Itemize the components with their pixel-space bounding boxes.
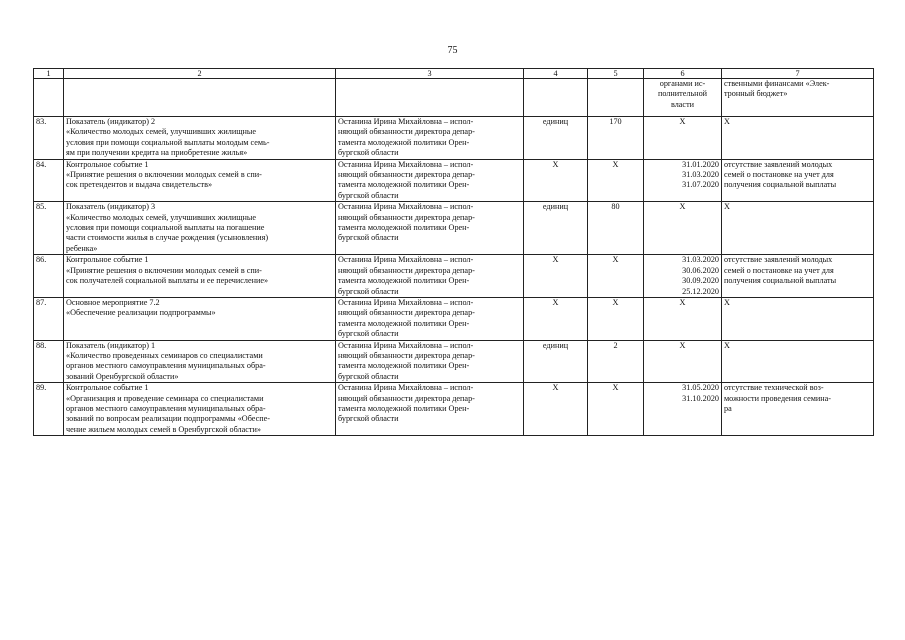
row-number: 83. (34, 117, 64, 160)
column-number: 5 (588, 69, 644, 79)
row-value: X (588, 383, 644, 436)
row-responsible-line: Останина Ирина Михайловна – испол- (338, 297, 474, 307)
empty-cell (336, 79, 524, 117)
row-description (64, 117, 336, 160)
row-responsible-line: Останина Ирина Михайловна – испол- (338, 340, 474, 350)
column-number: 2 (64, 69, 336, 79)
row-note (722, 159, 874, 202)
row-value: X (588, 159, 644, 202)
header-text: тронный бюджет» (724, 89, 788, 99)
empty-cell (588, 79, 644, 117)
row-responsible-line: Останина Ирина Михайловна – испол- (338, 159, 474, 169)
program-table (33, 68, 874, 436)
row-description-line: «Количество молодых семей, улучшивших жилищные (66, 127, 257, 137)
row-number: 89. (34, 383, 64, 436)
row-value: X (588, 297, 644, 340)
row-description-line: ям при получении кредита на приобретение жилья» (66, 148, 248, 158)
row-description-line: ребенка» (66, 243, 98, 253)
row-note-line: ра (724, 403, 732, 413)
row-dates (644, 117, 722, 160)
row-responsible-line: тамента молодежной политики Орен- (338, 180, 470, 190)
row-responsible-line: няющий обязанности директора депар- (338, 350, 475, 360)
row-description-line: «Количество проведенных семинаров со специалистами (66, 350, 263, 360)
row-number: 86. (34, 255, 64, 298)
row-responsible (336, 117, 524, 160)
row-dates-line: 31.05.2020 (682, 383, 719, 393)
row-description-line: условия при помощи социальной выплаты молодым семь- (66, 137, 270, 147)
table-row (34, 117, 874, 160)
row-responsible-line: бургской области (338, 233, 399, 243)
row-note-line: отсутствие заявлений молодых (724, 159, 833, 169)
column-number: 6 (644, 69, 722, 79)
row-unit: единиц (524, 340, 588, 383)
row-dates (644, 297, 722, 340)
row-dates (644, 383, 722, 436)
row-dates (644, 255, 722, 298)
row-responsible-line: Останина Ирина Михайловна – испол- (338, 383, 474, 393)
row-description-line: «Принятие решения о включении молодых семей в спи- (66, 265, 262, 275)
row-note-line: X (724, 202, 730, 212)
column-number: 4 (524, 69, 588, 79)
column-number: 3 (336, 69, 524, 79)
empty-cell (64, 79, 336, 117)
table-row (34, 159, 874, 202)
row-responsible (336, 202, 524, 255)
row-responsible-line: тамента молодежной политики Орен- (338, 276, 470, 286)
row-dates (644, 340, 722, 383)
row-value: 80 (588, 202, 644, 255)
row-description-line: зований Оренбургской области» (66, 371, 179, 381)
row-number: 87. (34, 297, 64, 340)
table-row (34, 202, 874, 255)
row-description (64, 383, 336, 436)
row-dates-line: X (679, 297, 686, 307)
row-note-line: получения социальной выплаты (724, 276, 837, 286)
row-description (64, 255, 336, 298)
row-description-line: Показатель (индикатор) 3 (66, 202, 156, 212)
row-dates-line: X (679, 340, 686, 350)
row-responsible (336, 383, 524, 436)
row-description-line: «Организация и проведение семинара со специалистами (66, 393, 264, 403)
row-responsible-line: бургской области (338, 190, 399, 200)
row-responsible-line: бургской области (338, 371, 399, 381)
header-text: органами ис- (659, 79, 706, 88)
row-responsible-line: бургской области (338, 414, 399, 424)
row-unit: X (524, 297, 588, 340)
row-note-line: X (724, 117, 730, 126)
row-dates-line: 30.09.2020 (682, 276, 719, 286)
row-responsible (336, 297, 524, 340)
empty-cell (524, 79, 588, 117)
row-responsible-line: тамента молодежной политики Орен- (338, 403, 470, 413)
row-dates-line: 31.10.2020 (682, 393, 719, 403)
row-description-line: Контрольное событие 1 (66, 383, 149, 393)
row-unit: X (524, 159, 588, 202)
row-value: 170 (588, 117, 644, 160)
row-note (722, 297, 874, 340)
row-responsible-line: тамента молодежной политики Орен- (338, 361, 470, 371)
row-responsible-line: Останина Ирина Михайловна – испол- (338, 202, 474, 212)
row-responsible (336, 159, 524, 202)
row-description-line: «Обеспечение реализации подпрограммы» (66, 308, 216, 318)
row-value: X (588, 255, 644, 298)
row-responsible-line: тамента молодежной политики Орен- (338, 223, 470, 233)
row-responsible-line: тамента молодежной политики Орен- (338, 137, 470, 147)
row-note-line: семей о постановке на учет для (724, 170, 834, 180)
row-unit: единиц (524, 117, 588, 160)
row-responsible (336, 340, 524, 383)
row-description-line: чение жильем молодых семей в Оренбургской области» (66, 424, 261, 434)
row-note-line: X (724, 297, 730, 307)
row-responsible-line: Останина Ирина Михайловна – испол- (338, 117, 474, 126)
table-row (34, 383, 874, 436)
row-responsible-line: няющий обязанности директора депар- (338, 393, 475, 403)
row-description-line: Основное мероприятие 7.2 (66, 297, 160, 307)
row-dates-line: 31.03.2020 (682, 255, 719, 265)
column-number-row (34, 69, 874, 79)
row-dates-line: X (679, 202, 686, 212)
row-unit: X (524, 255, 588, 298)
row-dates (644, 202, 722, 255)
row-description-line: «Количество молодых семей, улучшивших жилищные (66, 212, 257, 222)
row-note-line: отсутствие технической воз- (724, 383, 824, 393)
row-dates-line: 31.03.2020 (682, 170, 719, 180)
table-row (34, 297, 874, 340)
row-note-line: получения социальной выплаты (724, 180, 837, 190)
row-responsible (336, 255, 524, 298)
row-note-line: отсутствие заявлений молодых (724, 255, 833, 265)
header-continuation-row (34, 79, 874, 117)
row-responsible-line: няющий обязанности директора депар- (338, 127, 475, 137)
row-responsible-line: Останина Ирина Михайловна – испол- (338, 255, 474, 265)
row-responsible-line: бургской области (338, 148, 399, 158)
row-description-line: сок претендентов и выдача свидетельств» (66, 180, 213, 190)
row-description-line: условия при помощи социальной выплаты на погашение (66, 223, 265, 233)
row-description (64, 340, 336, 383)
row-description (64, 297, 336, 340)
row-description-line: Контрольное событие 1 (66, 159, 149, 169)
row-note-line: X (724, 340, 730, 350)
row-note-line: можности проведения семина- (724, 393, 832, 403)
row-description-line: органов местного самоуправления муниципальных обра- (66, 403, 266, 413)
row-description-line: сок получателей социальной выплаты и ее перечисление» (66, 276, 269, 286)
row-description (64, 202, 336, 255)
row-responsible-line: няющий обязанности директора депар- (338, 212, 475, 222)
row-note (722, 255, 874, 298)
row-description-line: Контрольное событие 1 (66, 255, 149, 265)
row-responsible-line: няющий обязанности директора депар- (338, 265, 475, 275)
row-responsible-line: тамента молодежной политики Орен- (338, 318, 470, 328)
row-dates-line: 25.12.2020 (682, 286, 719, 296)
row-note (722, 202, 874, 255)
row-note (722, 117, 874, 160)
table-row (34, 255, 874, 298)
row-number: 84. (34, 159, 64, 202)
row-dates (644, 159, 722, 202)
header-text: власти (670, 99, 695, 109)
header-col6-continuation (644, 79, 722, 117)
row-description-line: «Принятие решения о включении молодых семей в спи- (66, 170, 262, 180)
row-description-line: части стоимости жилья в случае рождения (усыновления) (66, 233, 269, 243)
row-description-line: Показатель (индикатор) 2 (66, 117, 156, 126)
row-dates-line: X (679, 117, 686, 126)
header-col7-continuation (722, 79, 874, 117)
empty-cell (34, 79, 64, 117)
row-description-line: органов местного самоуправления муниципальных обра- (66, 361, 266, 371)
row-unit: X (524, 383, 588, 436)
row-unit: единиц (524, 202, 588, 255)
row-description-line: зований по вопросам реализации подпрограммы «Обеспе- (66, 414, 270, 424)
page-number: 75 (447, 45, 458, 56)
row-dates-line: 31.01.2020 (682, 159, 719, 169)
row-number: 88. (34, 340, 64, 383)
row-responsible-line: бургской области (338, 286, 399, 296)
row-note (722, 340, 874, 383)
row-responsible-line: бургской области (338, 329, 399, 339)
column-number: 1 (34, 69, 64, 79)
row-value: 2 (588, 340, 644, 383)
row-note (722, 383, 874, 436)
row-responsible-line: няющий обязанности директора депар- (338, 170, 475, 180)
header-text: ственными финансами «Элек- (724, 79, 830, 88)
row-dates-line: 31.07.2020 (682, 180, 719, 190)
row-description (64, 159, 336, 202)
row-dates-line: 30.06.2020 (682, 265, 719, 275)
column-number: 7 (722, 69, 874, 79)
header-text: полнительной (657, 89, 708, 99)
row-responsible-line: няющий обязанности директора депар- (338, 308, 475, 318)
table-row (34, 340, 874, 383)
row-description-line: Показатель (индикатор) 1 (66, 340, 156, 350)
row-note-line: семей о постановке на учет для (724, 265, 834, 275)
row-number: 85. (34, 202, 64, 255)
